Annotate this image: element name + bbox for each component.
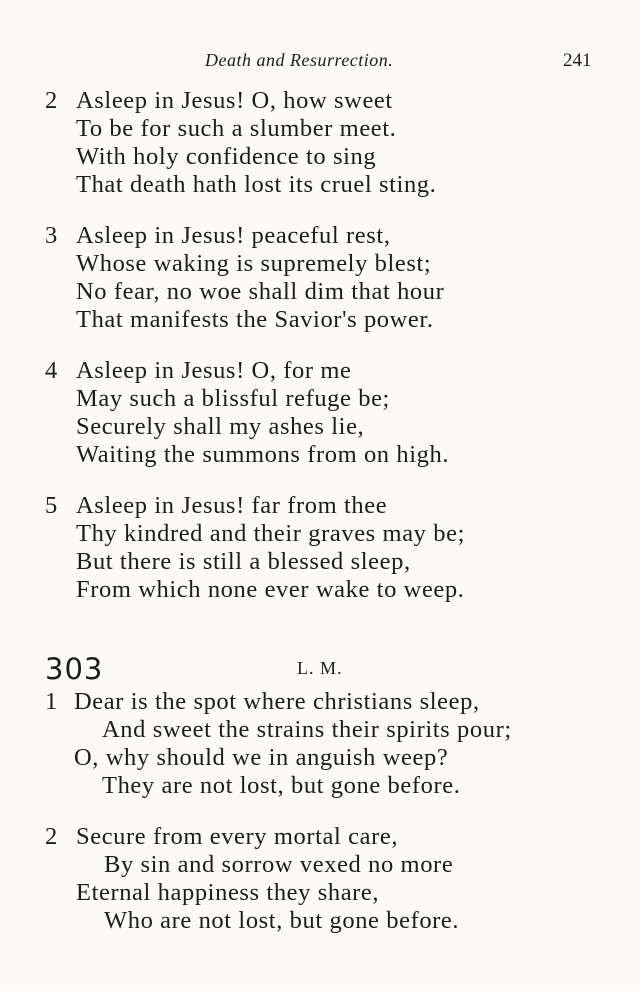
hymn-number: 303	[45, 652, 104, 686]
verse-line: Asleep in Jesus! O, for me	[76, 357, 352, 384]
verse-line: Asleep in Jesus! far from thee	[76, 492, 388, 519]
verse-number: 2	[45, 87, 58, 114]
verse-line: Asleep in Jesus! peaceful rest,	[76, 222, 391, 249]
verse-line: From which none ever wake to weep.	[76, 576, 465, 603]
verse-line: That death hath lost its cruel sting.	[76, 171, 437, 198]
verse-line: No fear, no woe shall dim that hour	[76, 278, 445, 305]
verse-number: 1	[45, 688, 58, 715]
verse-line: Thy kindred and their graves may be;	[76, 520, 465, 547]
verse-line: Whose waking is supremely blest;	[76, 250, 432, 277]
verse-number: 4	[45, 357, 58, 384]
verse-line: Asleep in Jesus! O, how sweet	[76, 87, 393, 114]
verse-line: And sweet the strains their spirits pour;	[102, 716, 512, 743]
verse-line: That manifests the Savior's power.	[76, 306, 434, 333]
page-number: 241	[563, 50, 592, 71]
verse-line: O, why should we in anguish weep?	[74, 744, 449, 771]
verse-line: With holy confidence to sing	[76, 143, 377, 170]
verse-line: May such a blissful refuge be;	[76, 385, 390, 412]
verse-number: 3	[45, 222, 58, 249]
verse-line: By sin and sorrow vexed no more	[104, 851, 454, 878]
verse-line: Eternal happiness they share,	[76, 879, 380, 906]
verse-line: Waiting the summons from on high.	[76, 441, 450, 468]
hymn-meter: L. M.	[297, 658, 343, 678]
verse-line: Dear is the spot where christians sleep,	[74, 688, 480, 715]
verse-number: 2	[45, 823, 58, 850]
verse-line: To be for such a slumber meet.	[76, 115, 397, 142]
verse-line: But there is still a blessed sleep,	[76, 548, 411, 575]
verse-number: 5	[45, 492, 58, 519]
verse-line: They are not lost, but gone before.	[102, 772, 461, 799]
verse-line: Secure from every mortal care,	[76, 823, 399, 850]
verse-line: Who are not lost, but gone before.	[104, 907, 460, 934]
verse-line: Securely shall my ashes lie,	[76, 413, 365, 440]
running-title: Death and Resurrection.	[205, 50, 394, 70]
